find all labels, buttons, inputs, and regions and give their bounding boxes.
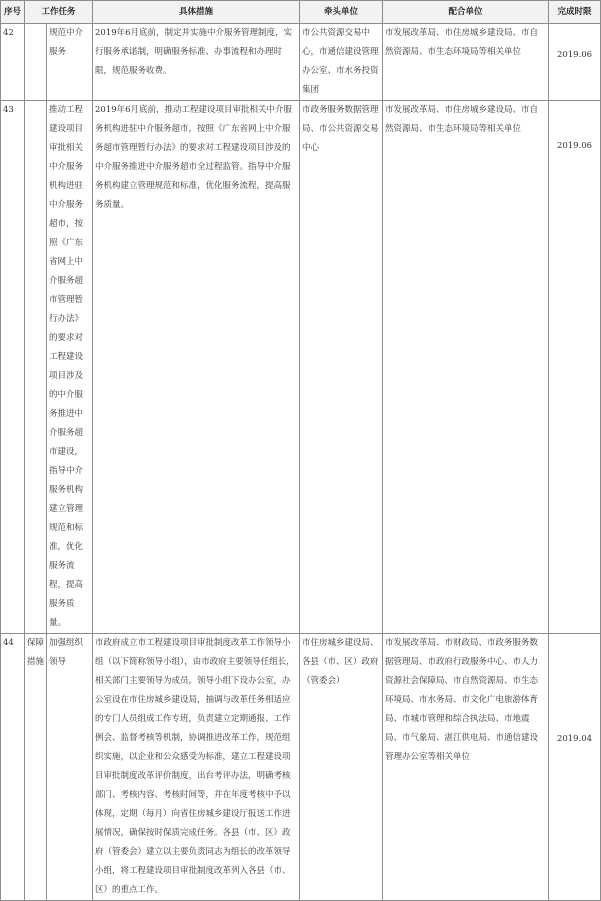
deadline-text: 2019.04 <box>556 734 593 744</box>
row-coop-units: 市发展改革局、市财政局、市政务服务数据管理局、市政府行政服务中心、市人力资源社会保障局、市自然资源局、市生态环境局、市水务局、市文化广电旅游体育局、市城市管理和综合执法局、市地震局、市气象局、湛江供电局、市通信建设管理办公室等相关单位 <box>383 634 549 901</box>
header-coop: 配合单位 <box>383 1 549 24</box>
row-category <box>25 101 47 634</box>
header-lead: 牵头单位 <box>300 1 383 24</box>
row-deadline <box>549 634 601 901</box>
row-deadline <box>549 101 601 634</box>
header-no: 序号 <box>1 1 25 24</box>
row-task: 规范中介服务 <box>47 24 93 101</box>
row-category <box>25 24 47 101</box>
header-task: 工作任务 <box>25 1 93 24</box>
row-coop-units: 市发展改革局、市住房城乡建设局、市自然资源局、市生态环境局等相关单位 <box>383 101 549 634</box>
row-number: 42 <box>1 24 25 101</box>
deadline-text: 2019.06 <box>556 50 593 60</box>
row-category: 保障措施 <box>25 634 47 901</box>
row-measures: 2019年6月底前，推动工程建设项目审批相关中介服务机构进驻中介服务超市，按照《广东省网上中介服务超市管理暂行办法》的要求对工程建设项目涉及的中介服务推进中介服务超市全过程监管。指导中介服务机构建立管理规范和标准，优化服务流程，提高服务质量。 <box>93 101 300 634</box>
row-lead-unit: 市公共资源交易中心，市通信建设管理办公室、市水务投资集团 <box>300 24 383 101</box>
table-row <box>1 24 601 101</box>
row-lead-unit: 市政务服务数据管理局、市公共资源交易中心 <box>300 101 383 634</box>
row-number: 44 <box>1 634 25 901</box>
table-row <box>1 634 601 901</box>
row-task: 推动工程建设项目审批相关中介服务机构进驻中介服务超市，按照《广东省网上中介服务超市管理暂行办法》的要求对工程建设项目涉及的中介服务推进中介服务超市建设，指导中介服务机构建立管理规范和标准，优化服务流程，提高服务质量。 <box>47 101 93 634</box>
row-measures: 2019年6月底前，制定并实施中介服务管理制度，实行服务承诺制，明确服务标准、办事流程和办理时限，规范服务收费。 <box>93 24 300 101</box>
table-header-row <box>1 1 601 24</box>
deadline-text: 2019.06 <box>556 141 593 151</box>
row-number: 43 <box>1 101 25 634</box>
table-row <box>1 101 601 634</box>
row-measures: 市政府成立市工程建设项目审批制度改革工作领导小组（以下简称领导小组），由市政府主要领导任组长，相关部门主要领导为成员。领导小组下设办公室，办公室设在市住房城乡建设局，抽调与改革任务相适应的专门人员组成工作专班，负责建立定期通报、工作例会、监督考核等机制，协调推进改革工作，规范组织实施，以企业和公众感受为标准，建立工程建设项目审批制度改革评价制度，出台考评办法，明确考核部门、考核内容、考核时间等，并在年度考核中予以体现，定期（每月）向省住房城乡建设厅报送工作进展情况，确保按时保质完成任务。各县（市、区）政府（管委会）建立以主要负责同志为组长的改革领导小组，将工程建设项目审批制度改革列入各县（市、区）的重点工作。 <box>93 634 300 901</box>
row-task: 加强组织领导 <box>47 634 93 901</box>
row-coop-units: 市发展改革局、市住房城乡建设局、市自然资源局、市生态环境局等相关单位 <box>383 24 549 101</box>
row-deadline <box>549 24 601 101</box>
row-lead-unit: 市住房城乡建设局、各县（市、区）政府（管委会） <box>300 634 383 901</box>
header-measures: 具体措施 <box>93 1 300 24</box>
header-deadline: 完成时限 <box>549 1 601 24</box>
